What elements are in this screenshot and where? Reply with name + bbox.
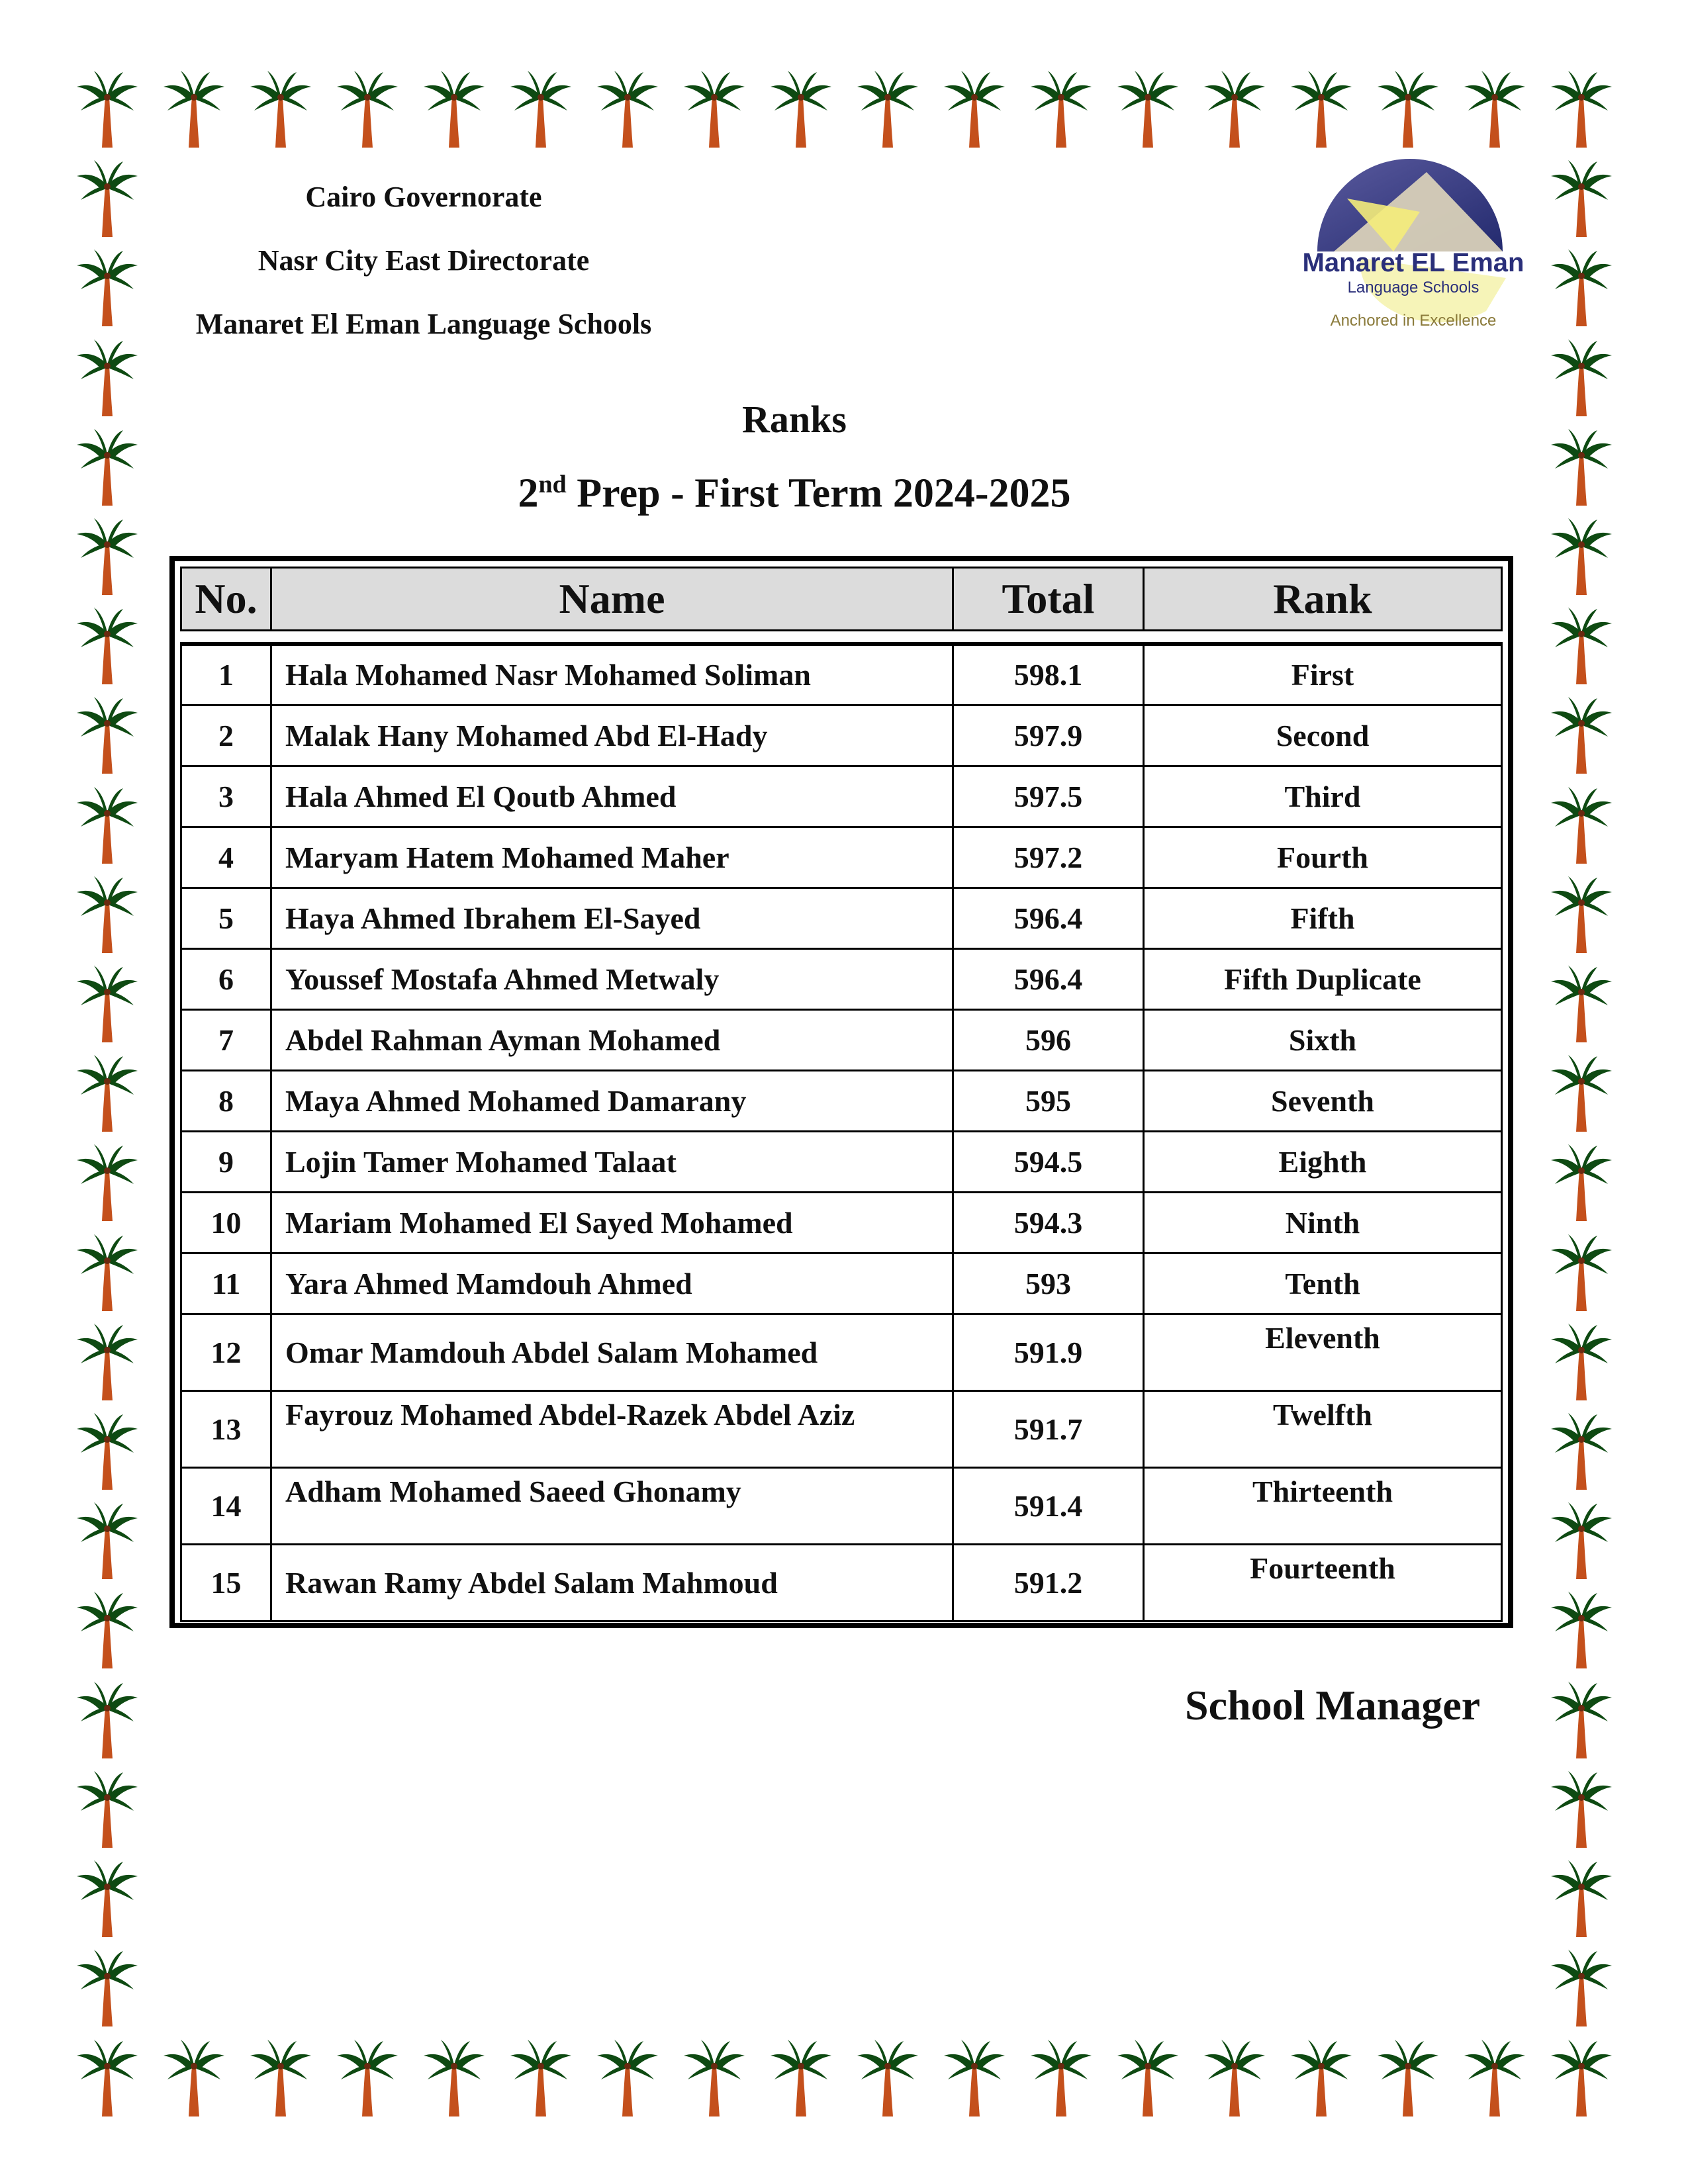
palm-tree-icon [1548,248,1615,328]
row-name: Maryam Hatem Mohamed Maher [271,827,953,887]
table-row [181,1253,1502,1314]
row-total: 596.4 [953,887,1144,948]
palm-tree-icon [1462,69,1528,149]
palm-tree-icon [1548,786,1615,865]
row-rank: Seventh [1144,1070,1502,1131]
palm-tree-icon [161,69,227,149]
palm-tree-icon [1548,875,1615,954]
row-number: 2 [181,705,271,766]
row-rank: Tenth [1144,1253,1502,1314]
row-rank: First [1144,644,1502,705]
palm-tree-icon [1548,964,1615,1044]
table-row [181,766,1502,827]
header-rank: Rank [1144,568,1502,631]
palm-tree-icon [508,2038,574,2118]
ranks-table-frame [169,556,1513,1628]
table-body [181,644,1502,1621]
palm-tree-icon [74,517,140,596]
row-name: Hala Ahmed El Qoutb Ahmed [271,766,953,827]
header-school: Manaret El Eman Language Schools [195,308,652,340]
table-row [181,1070,1502,1131]
palm-tree-icon [1288,2038,1354,2118]
row-name: Lojin Tamer Mohamed Talaat [271,1131,953,1192]
row-number: 6 [181,948,271,1009]
row-number: 4 [181,827,271,887]
table-row [181,1467,1502,1544]
palm-tree-icon [855,2038,921,2118]
palm-tree-icon [74,875,140,954]
logo-sub: Language Schools [1347,279,1479,296]
palm-tree-icon [594,2038,661,2118]
table-row [181,1544,1502,1621]
palm-tree-icon [74,1233,140,1312]
header-name: Name [271,568,953,631]
palm-tree-icon [1548,1143,1615,1222]
row-total: 594.5 [953,1131,1144,1192]
palm-tree-icon [1201,2038,1268,2118]
palm-tree-icon [681,2038,747,2118]
palm-tree-icon [681,69,747,149]
palm-tree-icon [1548,606,1615,686]
row-name: Fayrouz Mohamed Abdel-Razek Abdel Aziz [271,1390,953,1467]
row-total: 591.4 [953,1467,1144,1544]
table-row [181,1131,1502,1192]
subtitle-ordinal: nd [538,471,567,498]
palm-tree-icon [1548,159,1615,238]
palm-tree-icon [248,2038,314,2118]
row-name: Rawan Ramy Abdel Salam Mahmoud [271,1544,953,1621]
row-number: 3 [181,766,271,827]
row-rank: Fifth [1144,887,1502,948]
palm-tree-icon [74,159,140,238]
palm-tree-icon [1548,1233,1615,1312]
row-total: 598.1 [953,644,1144,705]
row-number: 8 [181,1070,271,1131]
palm-tree-icon [1548,1322,1615,1402]
palm-tree-icon [421,69,487,149]
logo-name: Manaret EL Eman [1302,248,1524,277]
row-number: 5 [181,887,271,948]
row-name: Haya Ahmed Ibrahem El-Sayed [271,887,953,948]
palm-tree-icon [74,1412,140,1491]
palm-tree-icon [1548,1859,1615,1938]
row-name: Malak Hany Mohamed Abd El-Hady [271,705,953,766]
palm-tree-icon [74,1590,140,1670]
palm-tree-icon [768,2038,834,2118]
palm-tree-icon [941,2038,1008,2118]
palm-tree-icon [74,1322,140,1402]
ranks-table [180,567,1503,1622]
table-row [181,887,1502,948]
row-name: Yara Ahmed Mamdouh Ahmed [271,1253,953,1314]
palm-tree-icon [594,69,661,149]
palm-tree-icon [1548,69,1615,149]
row-rank: Sixth [1144,1009,1502,1070]
row-rank: Second [1144,705,1502,766]
palm-tree-icon [74,606,140,686]
row-name: Maya Ahmed Mohamed Damarany [271,1070,953,1131]
palm-tree-icon [1548,1590,1615,1670]
palm-tree-icon [1548,1412,1615,1491]
header-governorate: Cairo Governorate [305,181,542,213]
palm-tree-icon [1375,2038,1441,2118]
subtitle-term: Prep - First Term 2024-2025 [566,471,1071,516]
palm-tree-icon [74,2038,140,2118]
header-separator [181,631,1502,645]
table-row [181,827,1502,887]
palm-tree-icon [74,69,140,149]
palm-tree-icon [1201,69,1268,149]
row-number: 13 [181,1390,271,1467]
row-rank: Fourteenth [1144,1544,1502,1621]
palm-tree-icon [1548,1770,1615,1849]
row-number: 10 [181,1192,271,1253]
palm-tree-icon [1375,69,1441,149]
row-total: 597.2 [953,827,1144,887]
palm-tree-icon [768,69,834,149]
logo-tagline: Anchored in Excellence [1330,312,1497,330]
row-total: 593 [953,1253,1144,1314]
row-total: 594.3 [953,1192,1144,1253]
palm-tree-icon [74,248,140,328]
row-number: 15 [181,1544,271,1621]
table-row [181,1390,1502,1467]
table-row [181,644,1502,705]
row-rank: Eighth [1144,1131,1502,1192]
palm-tree-icon [334,69,400,149]
row-rank: Ninth [1144,1192,1502,1253]
row-name: Abdel Rahman Ayman Mohamed [271,1009,953,1070]
row-total: 591.9 [953,1314,1144,1390]
row-name: Adham Mohamed Saeed Ghonamy [271,1467,953,1544]
signature-label: School Manager [1185,1682,1481,1729]
palm-tree-icon [1548,1680,1615,1760]
palm-tree-icon [74,786,140,865]
row-number: 14 [181,1467,271,1544]
row-total: 591.2 [953,1544,1144,1621]
row-name: Mariam Mohamed El Sayed Mohamed [271,1192,953,1253]
row-number: 7 [181,1009,271,1070]
palm-tree-icon [74,1054,140,1133]
palm-tree-icon [508,69,574,149]
page-subtitle [0,470,1589,518]
palm-tree-icon [74,1859,140,1938]
page-title: Ranks [742,398,847,441]
row-total: 591.7 [953,1390,1144,1467]
palm-tree-icon [1548,1054,1615,1133]
palm-tree-icon [1115,69,1181,149]
table-row [181,1009,1502,1070]
row-number: 1 [181,644,271,705]
row-total: 596 [953,1009,1144,1070]
row-rank: Thirteenth [1144,1467,1502,1544]
palm-tree-icon [74,1501,140,1580]
palm-tree-icon [74,696,140,775]
palm-tree-icon [1462,2038,1528,2118]
palm-tree-icon [74,1680,140,1760]
school-logo [1288,152,1539,344]
subtitle-number: 2 [518,471,539,516]
palm-tree-icon [74,964,140,1044]
row-total: 595 [953,1070,1144,1131]
row-number: 12 [181,1314,271,1390]
palm-tree-icon [1028,2038,1094,2118]
palm-tree-icon [1548,517,1615,596]
palm-tree-icon [161,2038,227,2118]
row-rank: Fifth Duplicate [1144,948,1502,1009]
table-row [181,948,1502,1009]
palm-tree-icon [248,69,314,149]
palm-tree-icon [1115,2038,1181,2118]
palm-tree-icon [1548,2038,1615,2118]
table-row [181,705,1502,766]
header-total: Total [953,568,1144,631]
header-block [159,165,688,356]
palm-tree-icon [421,2038,487,2118]
row-name: Hala Mohamed Nasr Mohamed Soliman [271,644,953,705]
header-no: No. [181,568,271,631]
row-total: 596.4 [953,948,1144,1009]
row-rank: Third [1144,766,1502,827]
row-number: 11 [181,1253,271,1314]
palm-tree-icon [1288,69,1354,149]
row-total: 597.9 [953,705,1144,766]
palm-tree-icon [941,69,1008,149]
table-row [181,1314,1502,1390]
row-number: 9 [181,1131,271,1192]
table-header-row [181,568,1502,631]
palm-tree-icon [855,69,921,149]
palm-tree-icon [1548,1948,1615,2028]
palm-tree-icon [1028,69,1094,149]
row-rank: Twelfth [1144,1390,1502,1467]
palm-tree-icon [74,1948,140,2028]
row-rank: Fourth [1144,827,1502,887]
palm-tree-icon [1548,1501,1615,1580]
palm-tree-icon [1548,696,1615,775]
palm-tree-icon [74,1770,140,1849]
row-name: Omar Mamdouh Abdel Salam Mohamed [271,1314,953,1390]
palm-tree-icon [74,1143,140,1222]
table-row [181,1192,1502,1253]
row-rank: Eleventh [1144,1314,1502,1390]
header-directorate: Nasr City East Directorate [258,244,590,277]
row-name: Youssef Mostafa Ahmed Metwaly [271,948,953,1009]
palm-tree-icon [334,2038,400,2118]
row-total: 597.5 [953,766,1144,827]
